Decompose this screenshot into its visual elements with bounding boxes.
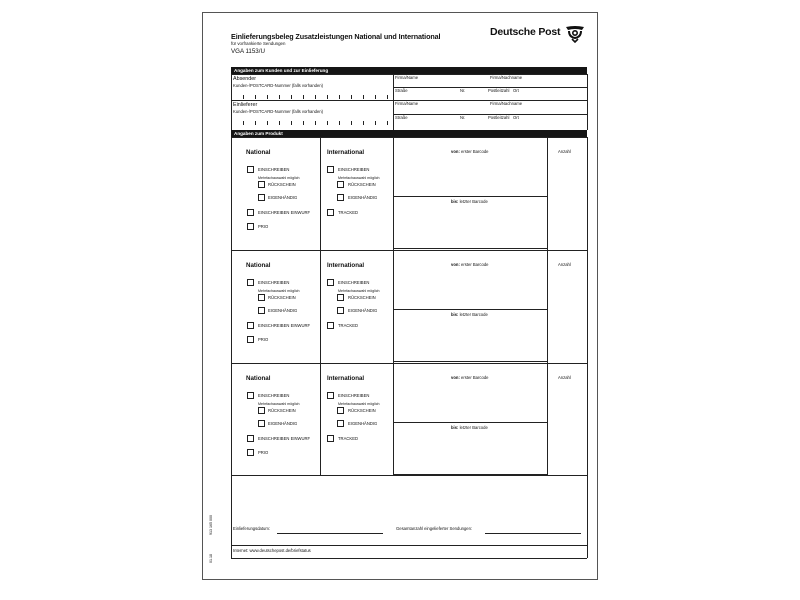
count-field[interactable]: Anzahl [558,149,571,154]
barcode-to-field[interactable]: bis: letzter Barcode [451,312,488,317]
sender-city-label: Ort [513,88,519,93]
national-eigenhaendig-checkbox[interactable] [258,194,265,201]
sender-street-label: Straße [395,88,408,93]
national-rueckschein-label: RÜCKSCHEIN [268,295,296,300]
national-rueckschein-checkbox[interactable] [258,181,265,188]
form-code: VGA 1153/U [231,48,265,55]
product-block [203,250,599,363]
international-heading: International [327,262,365,269]
barcode-from-field[interactable]: von: erster Barcode [451,149,489,154]
total-field[interactable] [485,533,581,534]
sender-postcard-label: Kunden-/POSTCARD-Nummer (falls vorhanden) [233,83,324,88]
sender-name-label: Firma/Nachname [490,75,523,80]
international-tracked-label: TRACKED [338,436,359,441]
national-einwurf-checkbox[interactable] [247,435,254,442]
product-block [203,363,599,476]
divider [393,309,547,310]
national-eigenhaendig-checkbox[interactable] [258,307,265,314]
national-prio-label: PRIO [258,337,269,342]
national-eigenhaendig-label: EIGENHÄNDIG [268,308,298,313]
international-tracked-label: TRACKED [338,210,359,215]
international-multi-note: Mehrfachauswahl möglich [338,289,380,293]
product-block [203,137,599,250]
national-rueckschein-checkbox[interactable] [258,294,265,301]
international-heading: International [327,375,365,382]
divider [231,250,587,251]
national-multi-note: Mehrfachauswahl möglich [258,402,300,406]
divider [587,475,588,558]
international-tracked-checkbox[interactable] [327,435,334,442]
international-eigenhaendig-label: EIGENHÄNDIG [348,308,378,313]
form-sheet [202,12,598,580]
national-einwurf-checkbox[interactable] [247,209,254,216]
international-eigenhaendig-checkbox[interactable] [337,194,344,201]
national-eigenhaendig-label: EIGENHÄNDIG [268,195,298,200]
national-einschreiben-label: EINSCHREIBEN [258,393,290,398]
consignor-postcode-label: Postleitzahl [488,115,510,120]
divider [231,100,393,101]
consignor-house-no-label: Nr. [460,115,466,120]
international-einschreiben-checkbox[interactable] [327,166,334,173]
national-einwurf-label: EINSCHREIBEN EINWURF [258,210,311,215]
divider [231,558,587,559]
date-field[interactable] [277,533,383,534]
national-prio-label: PRIO [258,224,269,229]
national-einschreiben-checkbox[interactable] [247,279,254,286]
consignor-name-label: Firma/Nachname [490,101,523,106]
national-rueckschein-checkbox[interactable] [258,407,265,414]
international-tracked-label: TRACKED [338,323,359,328]
side-code: 01.18 [209,554,213,563]
national-einschreiben-label: EINSCHREIBEN [258,167,290,172]
sender-label: Absender [233,76,257,82]
international-rueckschein-checkbox[interactable] [337,294,344,301]
consignor-label: Einlieferer [233,102,258,108]
national-einschreiben-label: EINSCHREIBEN [258,280,290,285]
national-prio-checkbox[interactable] [247,336,254,343]
national-eigenhaendig-label: EIGENHÄNDIG [268,421,298,426]
national-prio-label: PRIO [258,450,269,455]
national-rueckschein-label: RÜCKSCHEIN [268,182,296,187]
international-eigenhaendig-label: EIGENHÄNDIG [348,421,378,426]
international-einschreiben-checkbox[interactable] [327,392,334,399]
international-einschreiben-label: EINSCHREIBEN [338,280,370,285]
consignor-street-label: Straße [395,115,408,120]
consignor-postcard-label: Kunden-/POSTCARD-Nummer (falls vorhanden) [233,109,324,114]
international-eigenhaendig-checkbox[interactable] [337,307,344,314]
post-horn-logo [563,23,587,43]
international-einschreiben-label: EINSCHREIBEN [338,393,370,398]
national-multi-note: Mehrfachauswahl möglich [258,176,300,180]
divider [320,250,321,363]
consignor-city-label: Ort [513,115,519,120]
divider [393,361,547,362]
national-einwurf-checkbox[interactable] [247,322,254,329]
internet-link[interactable]: Internet: www.deutschepost.de/briefstatus [233,548,311,553]
customer-section-heading: Angaben zum Kunden und zur Einlieferung [231,67,587,74]
barcode-to-field[interactable]: bis: letzter Barcode [451,425,488,430]
national-heading: National [246,149,271,156]
sender-postcard-field[interactable] [233,95,391,99]
divider [547,363,548,476]
count-field[interactable]: Anzahl [558,262,571,267]
international-rueckschein-label: RÜCKSCHEIN [348,182,376,187]
form-subtitle: für vorfrankierte Sendungen [231,41,286,46]
total-label: Gesamtanzahl eingelieferter Sendungen: [396,526,473,531]
side-number: 913 165 000 [209,515,213,535]
divider [393,196,547,197]
international-rueckschein-checkbox[interactable] [337,407,344,414]
national-heading: National [246,262,271,269]
divider [393,250,394,363]
divider [231,475,587,476]
divider [393,363,394,476]
barcode-from-field[interactable]: von: erster Barcode [451,262,489,267]
consignor-company-label: Firma/Name [395,101,419,106]
divider [547,250,548,363]
international-rueckschein-checkbox[interactable] [337,181,344,188]
national-rueckschein-label: RÜCKSCHEIN [268,408,296,413]
date-label: Einlieferungsdatum: [233,526,271,531]
brand-name: Deutsche Post [490,26,561,38]
count-field[interactable]: Anzahl [558,375,571,380]
international-eigenhaendig-label: EIGENHÄNDIG [348,195,378,200]
international-multi-note: Mehrfachauswahl möglich [338,402,380,406]
national-einschreiben-checkbox[interactable] [247,392,254,399]
national-einwurf-label: EINSCHREIBEN EINWURF [258,323,311,328]
international-tracked-checkbox[interactable] [327,209,334,216]
divider [587,74,588,130]
national-prio-checkbox[interactable] [247,449,254,456]
divider [231,545,587,546]
divider [393,422,547,423]
sender-company-label: Firma/Name [395,75,419,80]
divider [231,74,232,130]
divider [393,74,394,130]
divider [393,137,394,250]
international-heading: International [327,149,365,156]
barcode-from-field[interactable]: von: erster Barcode [451,375,489,380]
divider [393,248,547,249]
national-einschreiben-checkbox[interactable] [247,166,254,173]
international-rueckschein-label: RÜCKSCHEIN [348,408,376,413]
international-tracked-checkbox[interactable] [327,322,334,329]
divider [231,137,587,138]
national-multi-note: Mehrfachauswahl möglich [258,289,300,293]
sender-house-no-label: Nr. [460,88,466,93]
divider [231,363,587,364]
divider [547,137,548,250]
national-eigenhaendig-checkbox[interactable] [258,420,265,427]
national-prio-checkbox[interactable] [247,223,254,230]
divider [320,363,321,476]
international-multi-note: Mehrfachauswahl möglich [338,176,380,180]
form-title: Einlieferungsbeleg Zusatzleistungen National und International [231,32,441,41]
international-rueckschein-label: RÜCKSCHEIN [348,295,376,300]
consignor-postcard-field[interactable] [233,121,391,125]
divider [320,137,321,250]
national-einwurf-label: EINSCHREIBEN EINWURF [258,436,311,441]
national-heading: National [246,375,271,382]
sender-postcode-label: Postleitzahl [488,88,510,93]
barcode-to-field[interactable]: bis: letzter Barcode [451,199,488,204]
international-einschreiben-label: EINSCHREIBEN [338,167,370,172]
product-section-heading: Angaben zum Produkt [231,130,587,137]
international-eigenhaendig-checkbox[interactable] [337,420,344,427]
international-einschreiben-checkbox[interactable] [327,279,334,286]
